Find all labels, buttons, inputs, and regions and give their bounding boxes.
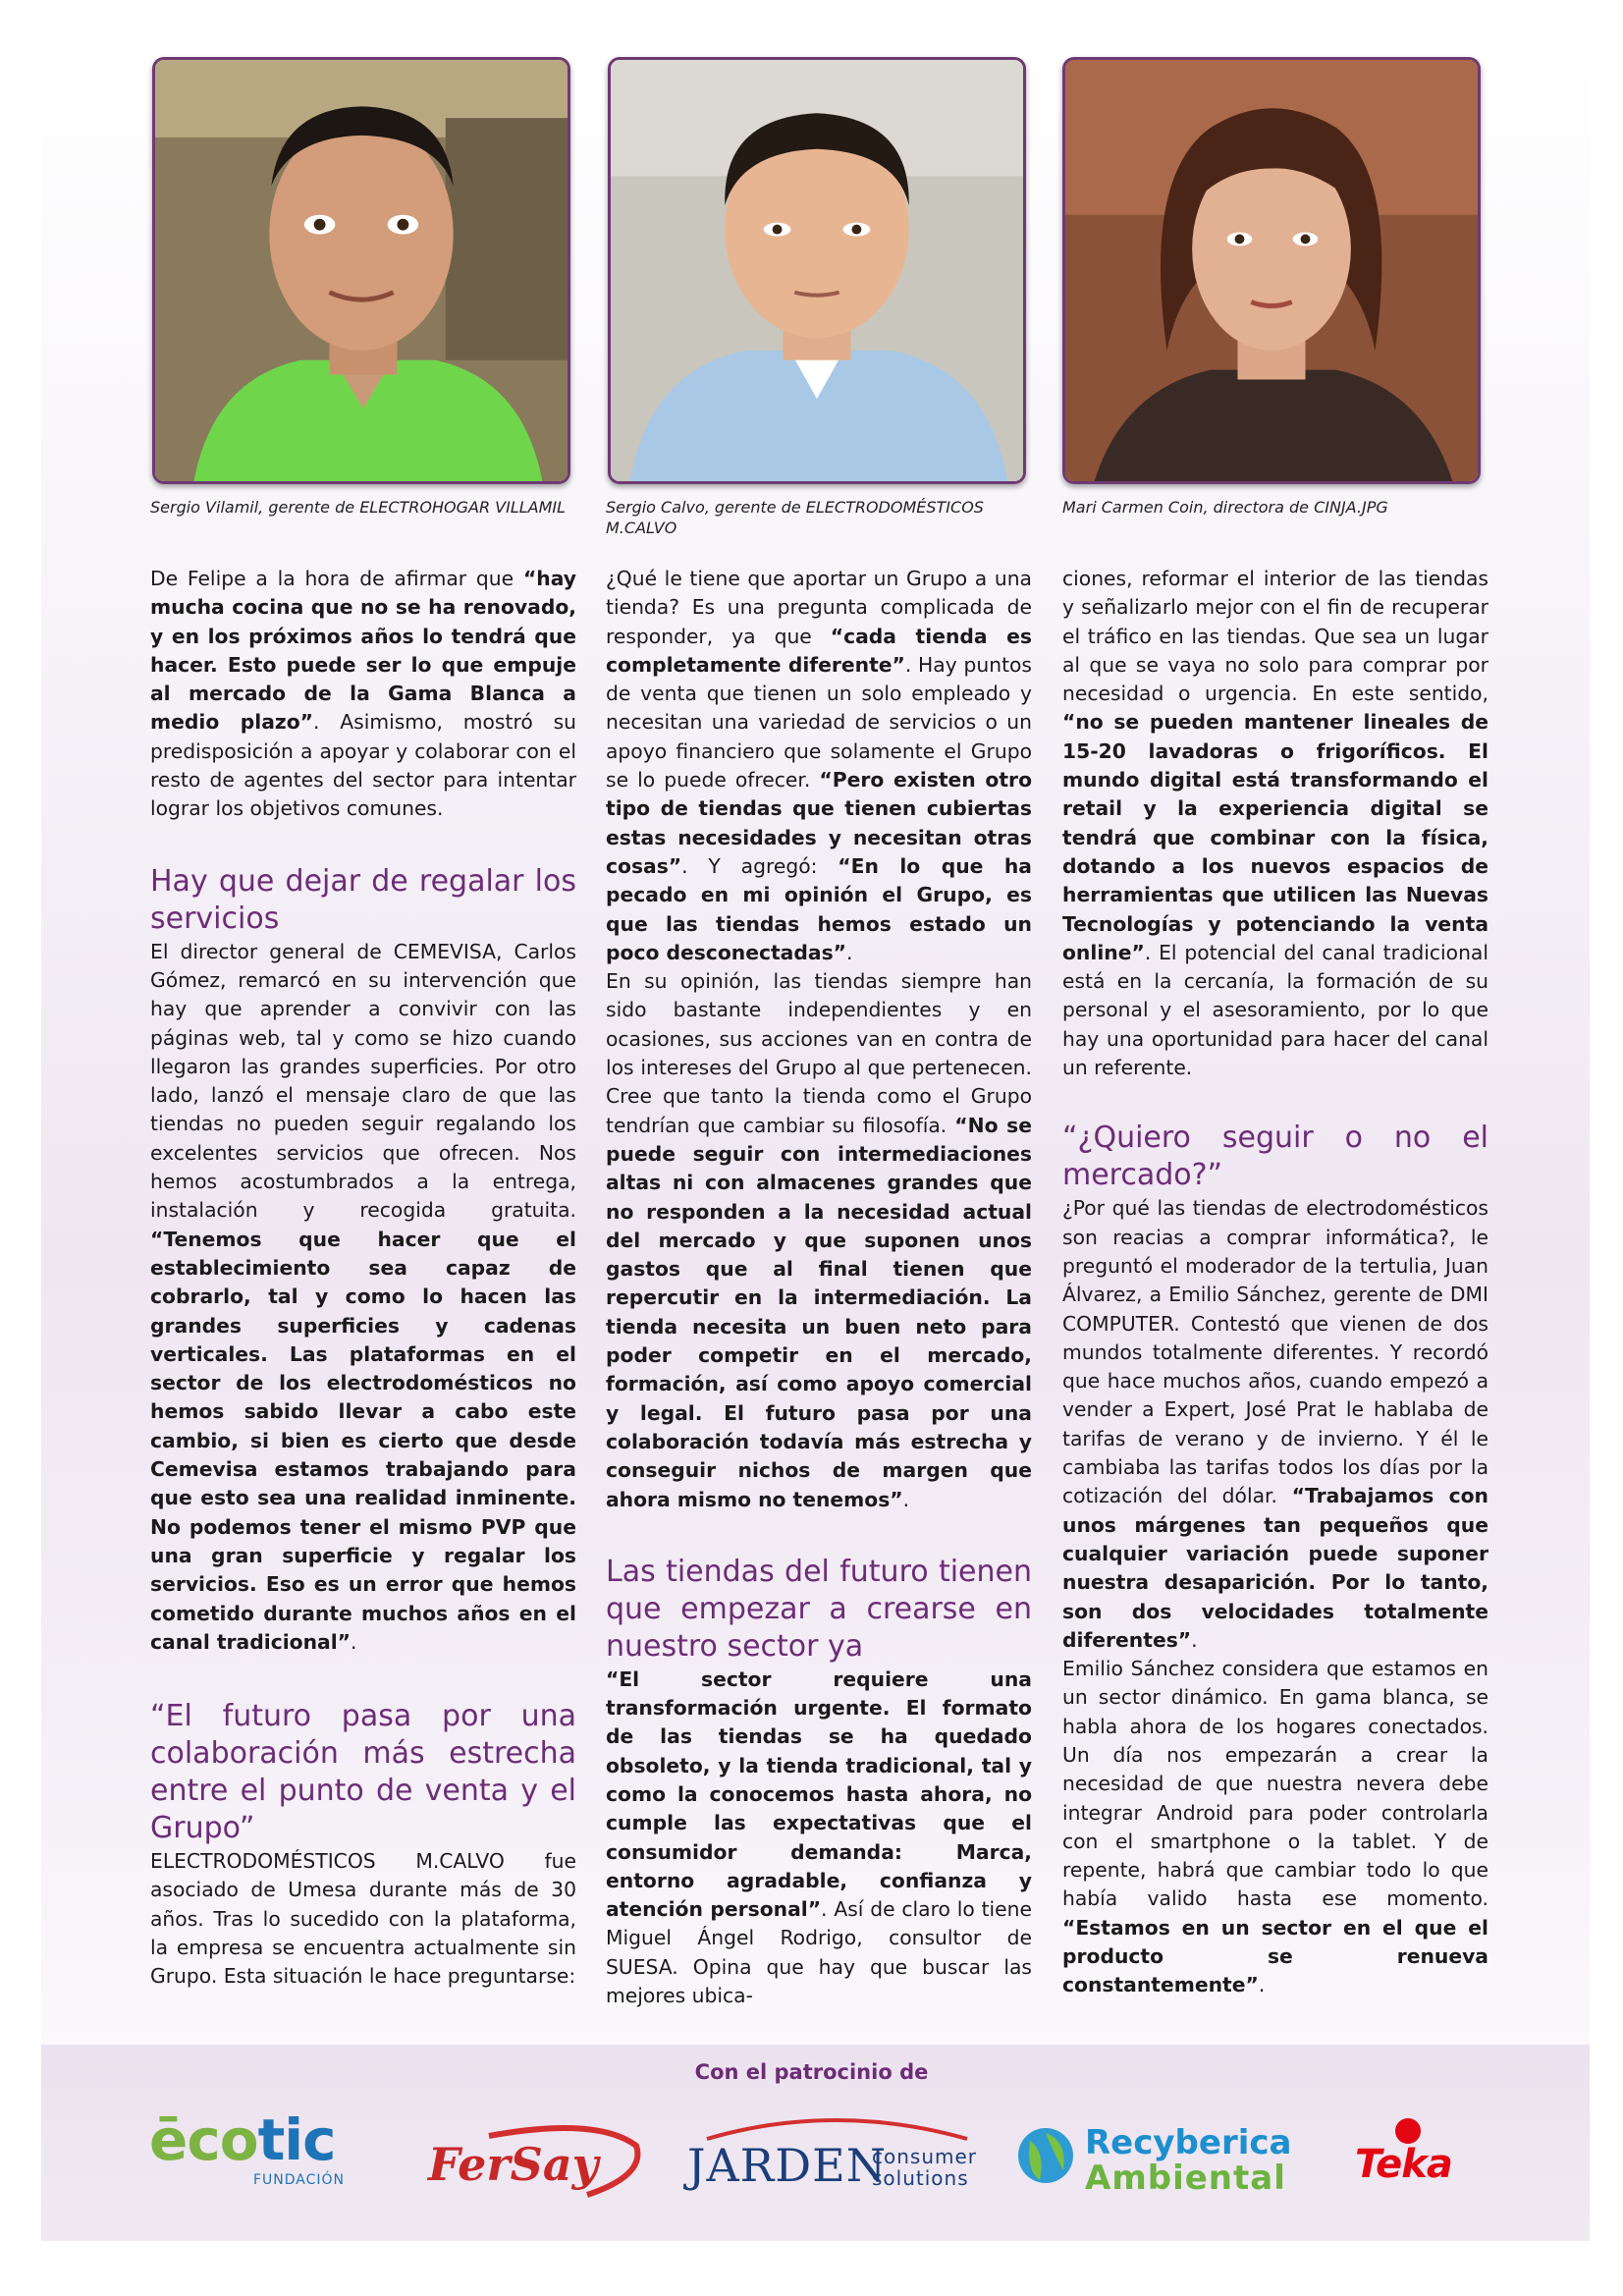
ecotic-logo-tic: tic bbox=[257, 2106, 336, 2173]
recyberica-logo-line1: Recyberica bbox=[1085, 2123, 1292, 2162]
article-column-1 bbox=[150, 565, 576, 1992]
caption-photo-1: Sergio Vilamil, gerente de ELECTROHOGAR VILLAMIL bbox=[150, 498, 567, 517]
ecotic-logo bbox=[149, 2106, 375, 2198]
paragraph: ELECTRODOMÉSTICOS M.CALVO fue asociado de Umesa durante más de 30 años. Tras lo sucedido con la plataforma, la empresa se encuentra actualmente sin Grupo. Esta situación le hace preguntarse: bbox=[150, 1849, 576, 1989]
caption-photo-2: Sergio Calvo, gerente de ELECTRODOMÉSTICOS M.CALVO bbox=[606, 498, 984, 537]
teka-logo-text: Teka bbox=[1355, 2142, 1452, 2187]
paragraph: El director general de CEMEVISA, Carlos Gómez, remarcó en su intervención que hay que aprender a convivir con las páginas web, tal y como se hizo cuando llegaron las grandes superficies. Por otro lado, lanzó el mensaje claro de que las tiendas no pueden seguir regalando los excelentes servicios que ofrecen. Nos hemos acostumbrados a la entrega, instalación y recogida gratuita. “Tenemos que hacer que el establecimiento sea capaz de cobrarlo, tal y como lo hacen las grandes superficies y cadenas verticales. Las plataformas en el sector de los electrodomésticos no hemos sabido llevar a cabo este cambio, si bien es cierto que desde Cemevisa estamos trabajando para que esto sea una realidad inminente. No podemos tener el mismo PVP que una gran superficie y regalar los servicios. Eso es un error que hemos cometido durante muchos años en el canal tradicional”. bbox=[150, 939, 576, 1654]
section-heading: Las tiendas del futuro tienen que empezar a crearse en nuestro sector ya bbox=[606, 1554, 1032, 1664]
paragraph: Emilio Sánchez considera que estamos en un sector dinámico. En gama blanca, se habla ahora de los hogares conectados. Un día nos empezarán a crear la necesidad de que nuestra nevera debe integrar Android para poder controlarla con el smartphone o la tablet. Y de repente, habrá que cambiar todo lo que había valido hasta ese momento. “Estamos en un sector en el que el producto se renueva constantemente”. bbox=[1062, 1657, 1488, 1997]
paragraph: En su opinión, las tiendas siempre han sido bastante independientes y en ocasiones, sus acciones van en contra de los intereses del Grupo al que pertenecen. Cree que tanto la tienda como el Grupo tendrían que cambiar su filosofía. “No se puede seguir con intermediaciones altas ni con almacenes grandes que no responden a la necesidad actual del mercado y que suponen unos gastos que al final tienen que repercutir en la intermediación. La tienda necesita un buen neto para poder competir en el mercado, formación, así como apoyo comercial y legal. El futuro pasa por una colaboración todavía más estrecha y conseguir nichos de margen que ahora mismo no tenemos”. bbox=[606, 969, 1033, 1511]
paragraph: De Felipe a la hora de afirmar que “hay mucha cocina que no se ha renovado, y en los próximos años lo tendrá que hacer. Esto puede ser lo que empuje al mercado de la Gama Blanca a medio plazo”. Asimismo, mostró su predisposición a apoyar y colaborar con el resto de agentes del sector para intentar lograr los objetivos comunes. bbox=[150, 567, 577, 821]
recyberica-globe-icon bbox=[1016, 2123, 1075, 2188]
caption-photo-3: Mari Carmen Coin, directora de CINJA.JPG bbox=[1062, 498, 1388, 517]
recyberica-logo bbox=[1016, 2121, 1311, 2200]
section-heading: “El futuro pasa por una colaboración más estrecha entre el punto de venta y el Grupo” bbox=[150, 1699, 576, 1846]
photo-mari-carmen-coin bbox=[1062, 57, 1481, 484]
section-heading: Hay que dejar de regalar los servicios bbox=[150, 863, 576, 936]
photo-sergio-vilamil bbox=[152, 57, 570, 484]
paragraph: ¿Por qué las tiendas de electrodomésticos son reacias a comprar informática?, le preguntó el moderador de la tertulia, Juan Álvarez, a Emilio Sánchez, gerente de DMI COMPUTER. Contestó que vienen de dos mundos totalmente diferentes. Y recordó que hace muchos años, cuando empezó a vender a Expert, José Prat le hablaba de tarifas de verano y de invierno. Y él le cambiaba las tarifas todos los días por la cotización del dólar. “Trabajamos con unos márgenes tan pequeños que cualquier variación puede suponer nuestra desaparición. Por lo tanto, son dos velocidades totalmente diferentes”. bbox=[1062, 1196, 1488, 1652]
section-heading: “¿Quiero seguir o no el mercado?” bbox=[1062, 1121, 1488, 1193]
paragraph: ¿Qué le tiene que aportar un Grupo a una tienda? Es una pregunta complicada de responder, ya que “cada tienda es completamente diferente”. Hay puntos de venta que tienen un solo empleado y necesitan una variedad de servicios o un apoyo financiero que solamente el Grupo se lo puede ofrecer. “Pero existen otro tipo de tiendas que tienen cubiertas estas necesidades y necesitan otras cosas”. Y agregó: “En lo que ha pecado en mi opinión el Grupo, es que las tiendas hemos estado un poco desconectadas”. bbox=[606, 567, 1032, 964]
recyberica-logo-line2: Ambiental bbox=[1085, 2159, 1286, 2198]
fersay-logo-text: FerSay bbox=[428, 2138, 599, 2191]
ecotic-logo-eco: ēco bbox=[149, 2106, 258, 2173]
paragraph: ciones, reformar el interior de las tiendas y señalizarlo mejor con el fin de recuperar el tráfico en las tiendas. Que sea un lugar al que se vaya no solo para comprar por necesidad o urgencia. En este sentido, “no se pueden mantener lineales de 15-20 lavadoras o frigoríficos. El mundo digital está transformando el retail y la experiencia digital se tendrá que combinar con la física, dotando a los nuevos espacios de herramientas que utilicen las Nuevas Tecnologías y potenciando la venta online”. El potencial del canal tradicional está en la cercanía, la formación de su personal y el asesoramiento, por lo que hay una oportunidad para hacer del canal un referente. bbox=[1062, 567, 1488, 1080]
fersay-logo bbox=[420, 2116, 646, 2200]
jarden-logo-sub2: solutions bbox=[872, 2166, 969, 2190]
jarden-logo-main: JARDEN bbox=[687, 2139, 888, 2192]
photo-sergio-calvo bbox=[608, 57, 1026, 484]
jarden-arc-icon bbox=[687, 2111, 982, 2141]
paragraph: “El sector requiere una transformación urgente. El formato de las tiendas se ha quedado obsoleto, y la tienda tradicional, tal y como la conocemos hasta ahora, no cumple las expectativas que el consumidor demanda: Marca, entorno agradable, confianza y atención personal”. Así de claro lo tiene Miguel Ángel Rodrigo, consultor de SUESA. Opina que hay que buscar las mejores ubica- bbox=[606, 1667, 1032, 2008]
jarden-logo bbox=[687, 2111, 982, 2200]
jarden-logo-sub1: consumer bbox=[872, 2145, 978, 2168]
sponsor-title: Con el patrocinio de bbox=[694, 2060, 929, 2084]
article-column-2 bbox=[606, 565, 1032, 2010]
ecotic-logo-sub: FUNDACIÓN bbox=[253, 2172, 346, 2188]
article-column-3 bbox=[1062, 565, 1488, 2000]
teka-logo bbox=[1355, 2116, 1463, 2195]
